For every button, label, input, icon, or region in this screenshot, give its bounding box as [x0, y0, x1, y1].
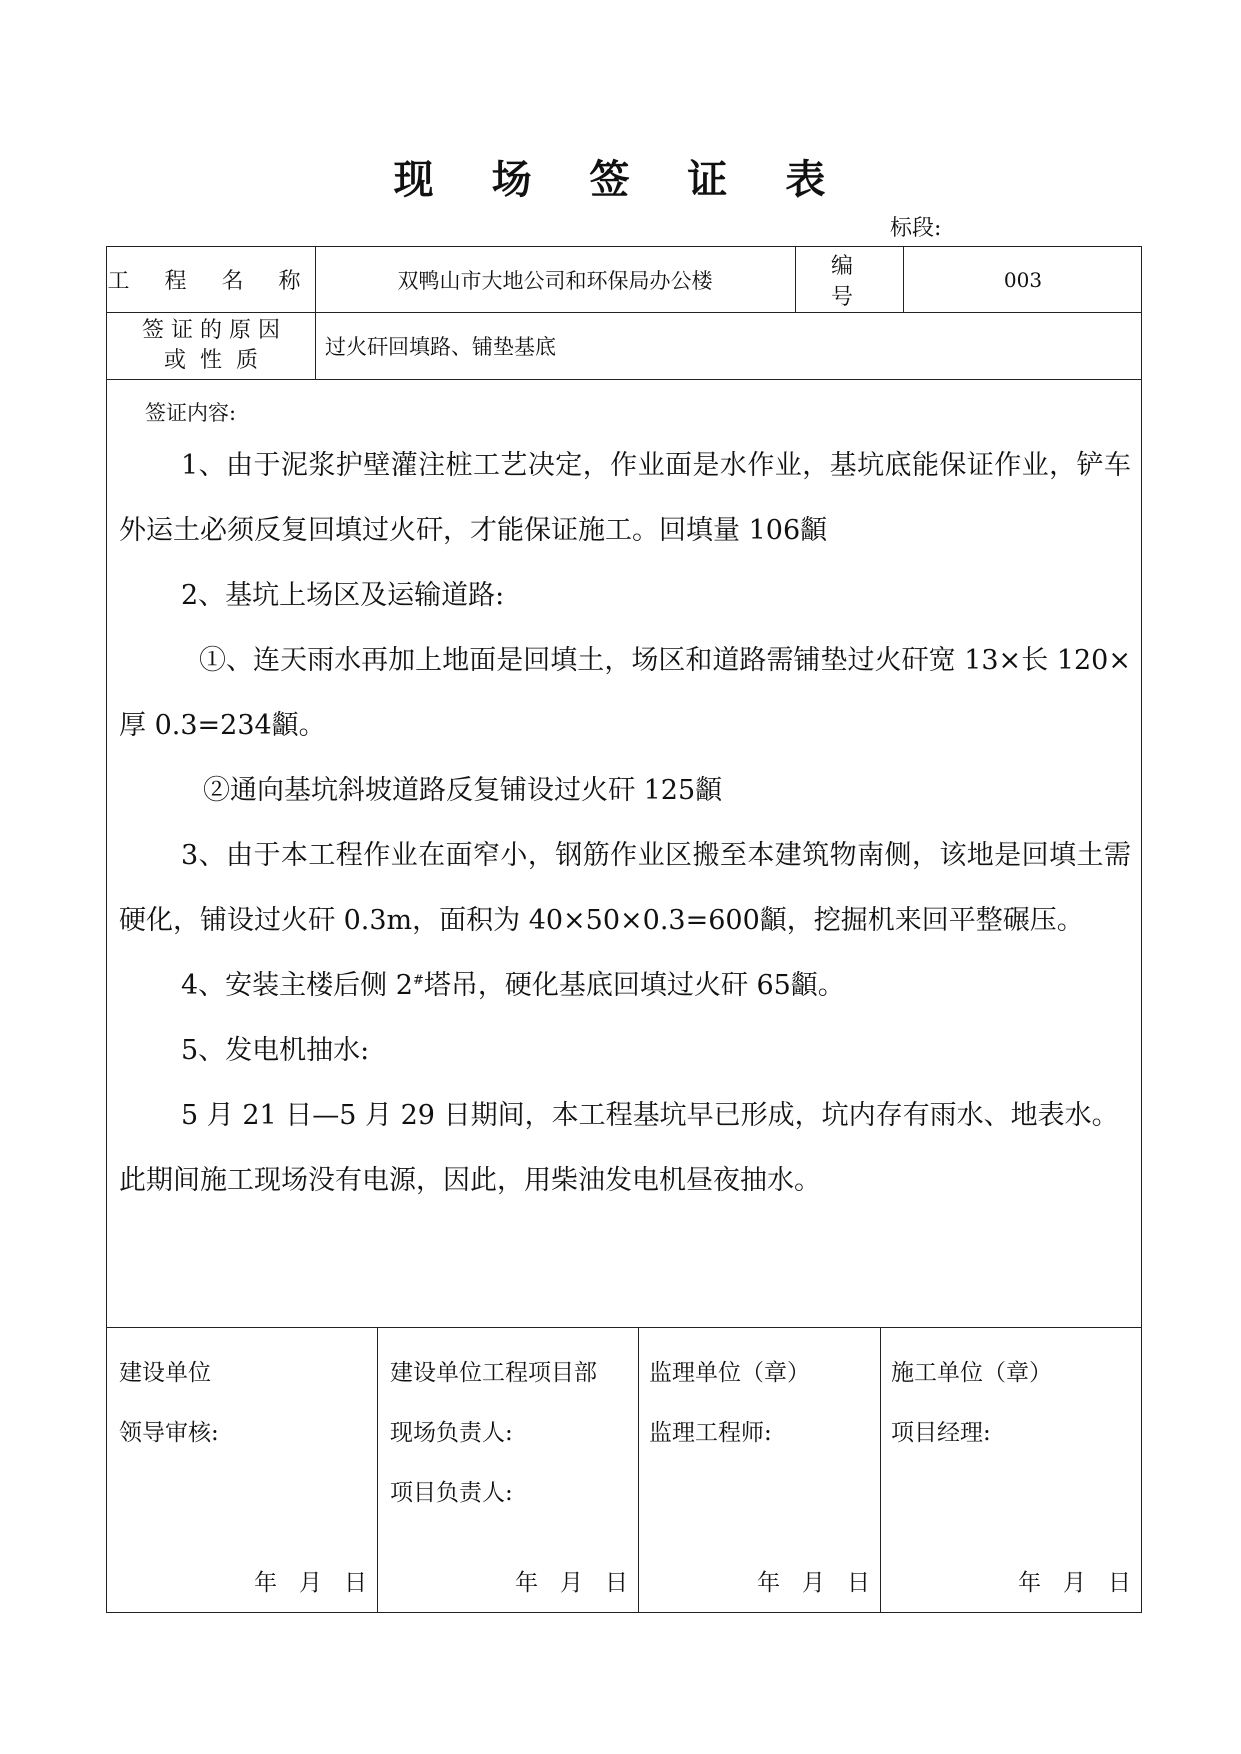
content-item-4-prefix: 4、安装主楼后侧 2	[181, 970, 413, 1001]
visa-content	[107, 380, 1141, 1213]
sign-owner-title: 建设单位	[119, 1360, 211, 1386]
content-item-1: 1、由于泥浆护壁灌注桩工艺决定，作业面是水作业，基坑底能保证作业，铲车外运土必须反复回填过火矸，才能保证施工。回填量 106顲	[119, 450, 1131, 546]
sign-supervisor-title: 监理单位（章）	[649, 1360, 810, 1386]
number-label: 编 号	[830, 253, 881, 310]
sign-contractor	[881, 1328, 1141, 1612]
section-label: 标段:	[890, 216, 942, 241]
visa-form-table	[106, 246, 1142, 1613]
sign-supervisor	[639, 1328, 880, 1612]
sign-owner	[107, 1328, 377, 1612]
sign-owner-date: 年 月 日	[254, 1570, 367, 1596]
sign-owner-project-dept	[378, 1328, 638, 1612]
content-item-2: 2、基坑上场区及运输道路:	[181, 580, 505, 611]
reason-label-line2: 或 性 质	[164, 347, 258, 373]
sign-supervisor-date: 年 月 日	[757, 1570, 870, 1596]
sign-owner-project-dept-date: 年 月 日	[515, 1570, 628, 1596]
content-item-5-detail-2: 此期间施工现场没有电源，因此，用柴油发电机昼夜抽水。	[119, 1165, 821, 1196]
content-item-2-sub-2: ②通向基坑斜坡道路反复铺设过火矸 125顲	[203, 775, 723, 806]
content-heading: 签证内容:	[145, 401, 237, 425]
content-item-2-sub-1: ①、连天雨水再加上地面是回填土，场区和道路需铺垫过火矸宽 13×长 120×厚 0.3=234顲。	[119, 645, 1131, 741]
reason-label	[107, 312, 315, 379]
project-name-label: 工 程 名 称	[107, 269, 315, 294]
reason-value: 过火矸回填路、铺垫基底	[325, 334, 556, 359]
sign-contractor-role1: 项目经理:	[891, 1420, 991, 1446]
content-item-4	[119, 953, 1131, 1018]
content-item-5: 5、发电机抽水:	[181, 1035, 370, 1066]
sign-owner-project-dept-role1: 现场负责人:	[390, 1420, 513, 1446]
sign-owner-role1: 领导审核:	[119, 1420, 219, 1446]
content-item-4-suffix: 塔吊，硬化基底回填过火矸 65顲。	[423, 970, 845, 1001]
document-title: 现 场 签 证 表	[393, 156, 848, 203]
sign-owner-project-dept-role2: 项目负责人:	[390, 1480, 513, 1506]
content-item-5-detail-1: 5 月 21 日—5 月 29 日期间，本工程基坑早已形成，坑内存有雨水、地表水。	[181, 1100, 1119, 1131]
sign-owner-project-dept-title: 建设单位工程项目部	[390, 1360, 597, 1386]
project-name-value: 双鸭山市大地公司和环保局办公楼	[397, 268, 713, 293]
number-value: 003	[1003, 267, 1043, 292]
reason-label-line1: 签 证 的 原 因	[142, 317, 280, 343]
sign-contractor-title: 施工单位（章）	[891, 1360, 1052, 1386]
sign-supervisor-role1: 监理工程师:	[649, 1420, 772, 1446]
sign-contractor-date: 年 月 日	[1018, 1570, 1131, 1596]
content-item-3: 3、由于本工程作业在面窄小，钢筋作业区搬至本建筑物南侧，该地是回填土需硬化，铺设过火矸 0.3m，面积为 40×50×0.3=600顲，挖掘机来回平整碾压。	[119, 840, 1131, 936]
content-item-4-superscript: #	[412, 973, 424, 988]
